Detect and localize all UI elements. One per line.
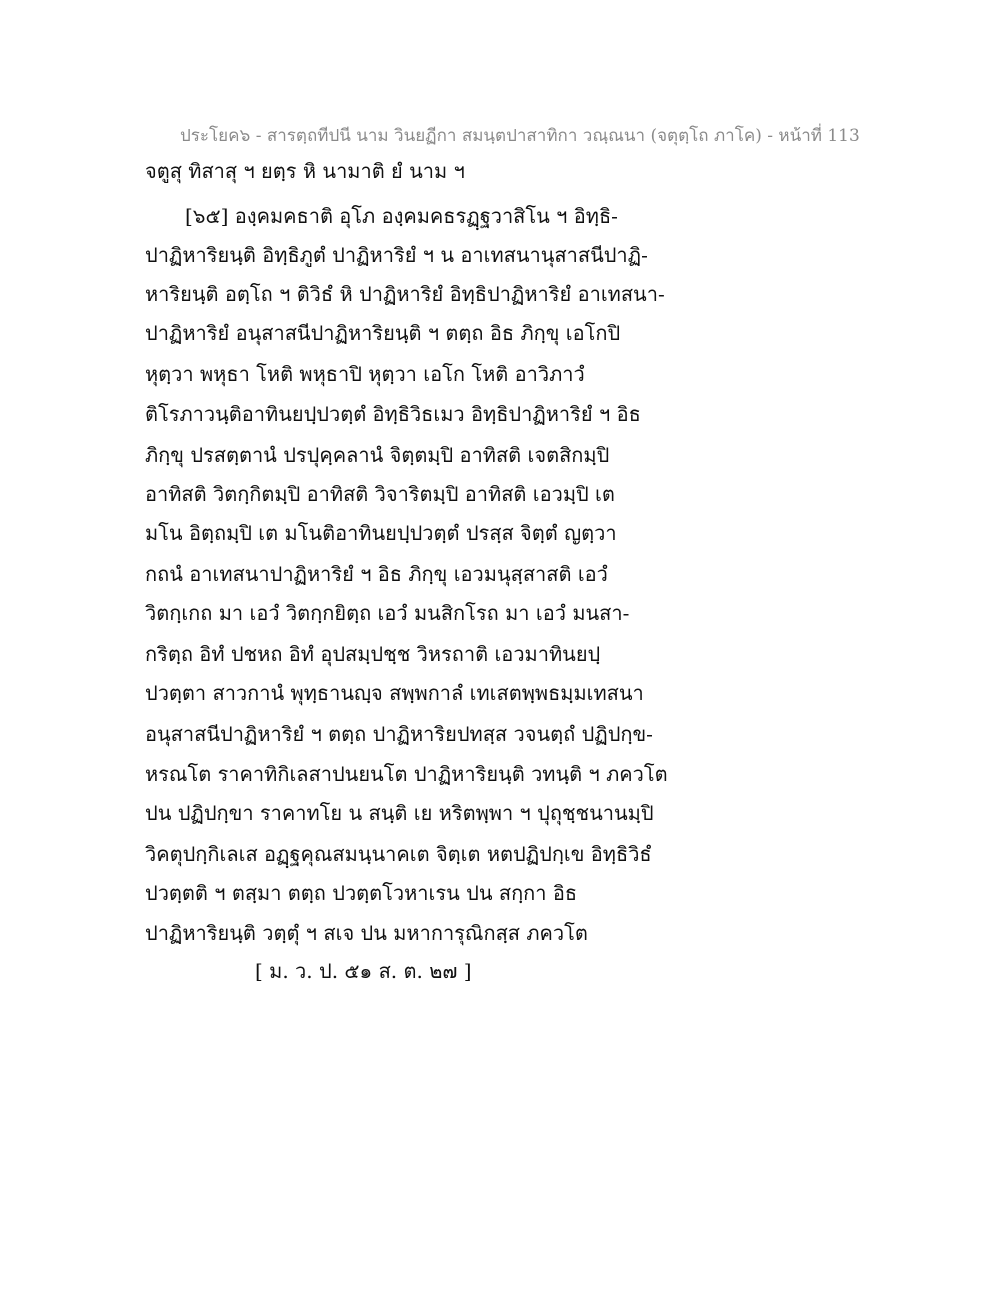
text-line: ภิกฺขุ ปรสตฺตานํ ปรปุคฺคลานํ จิตฺตมฺปิ อาทิสติ เจตสิกมฺปิ: [145, 443, 610, 467]
text-line: ปน ปฏิปกฺขา ราคาทโย น สนฺติ เย หริตพฺพา ฯ ปุถุชฺชนานมฺปิ: [145, 801, 654, 825]
text-line: อาทิสติ วิตกฺกิตมฺปิ อาทิสติ วิจาริตมฺปิ อาทิสติ เอวมฺปิ เต: [145, 482, 615, 506]
text-line: ปาฏิหาริยํ อนุสาสนีปาฏิหาริยนฺติ ฯ ตตฺถ อิธ ภิกฺขุ เอโกปิ: [145, 321, 621, 345]
text-line: [๖๕] องฺคมคธาติ อุโภ องฺคมคธรฏฺฐวาสิโน ฯ อิทฺธิ-: [185, 204, 618, 228]
text-line: อนุสาสนีปาฏิหาริยํ ฯ ตตฺถ ปาฏิหาริยปทสฺส วจนตฺถํ ปฏิปกฺข-: [145, 722, 653, 746]
text-line: ปวตฺตา สาวกานํ พุทฺธานญฺจ สพฺพกาลํ เทเสตพฺพธมฺมเทสนา: [145, 681, 644, 705]
text-line: หาริยนฺติ อตฺโถ ฯ ติวิธํ หิ ปาฏิหาริยํ อิทฺธิปาฏิหาริยํ อาเทสนา-: [145, 282, 665, 306]
text-line: กริตฺถ อิทํ ปชหถ อิทํ อุปสมฺปชฺช วิหรถาติ เอวมาทินยปฺ: [145, 642, 601, 666]
text-line: กถนํ อาเทสนาปาฏิหาริยํ ฯ อิธ ภิกฺขุ เอวมนุสฺสาสติ เอวํ: [145, 562, 608, 586]
text-line: มโน อิตฺถมฺปิ เต มโนติอาทินยปฺปวตฺตํ ปรสฺส จิตฺตํ ญตฺวา: [145, 521, 617, 545]
text-line: ปวตฺตติ ฯ ตสฺมา ตตฺถ ปวตฺตโวหาเรน ปน สกฺกา อิธ: [145, 881, 578, 905]
text-line: ปาฏิหาริยนฺติ อิทฺธิภูตํ ปาฏิหาริยํ ฯ น อาเทสนานุสาสนีปาฏิ-: [145, 243, 648, 267]
running-header: ประโยค๖ - สารตฺถทีปนี นาม วินยฏีกา สมนฺตปาสาทิกา วณฺณนา (จตุตฺโถ ภาโค) - หน้าที่ 113: [180, 126, 860, 146]
citation-reference: [ ม. ว. ป. ๕๑ ส. ต. ๒๗ ]: [255, 959, 472, 983]
text-line: ปาฏิหาริยนฺติ วตฺตุํ ฯ สเจ ปน มหาการุณิกสฺส ภควโต: [145, 921, 588, 945]
text-line: วิตกฺเกถ มา เอวํ วิตกฺกยิตฺถ เอวํ มนสิกโรถ มา เอวํ มนสา-: [145, 601, 630, 625]
text-line: หรณโต ราคาทิกิเลสาปนยนโต ปาฏิหาริยนฺติ วทนฺติ ฯ ภควโต: [145, 762, 668, 786]
text-line: วิคตุปกฺกิเลเส อฏฺฐคุณสมนฺนาคเต จิตฺเต หตปฏิปกฺเข อิทฺธิวิธํ: [145, 842, 652, 866]
text-line: จตูสุ ทิสาสุ ฯ ยตฺร หิ นามาติ ยํ นาม ฯ: [145, 159, 465, 183]
text-line: หุตฺวา พหุธา โหติ พหุธาปิ หุตฺวา เอโก โหติ อาวิภาวํ: [145, 362, 585, 386]
text-line: ติโรภาวนฺติอาทินยปฺปวตฺตํ อิทฺธิวิธเมว อิทฺธิปาฏิหาริยํ ฯ อิธ: [145, 402, 641, 426]
